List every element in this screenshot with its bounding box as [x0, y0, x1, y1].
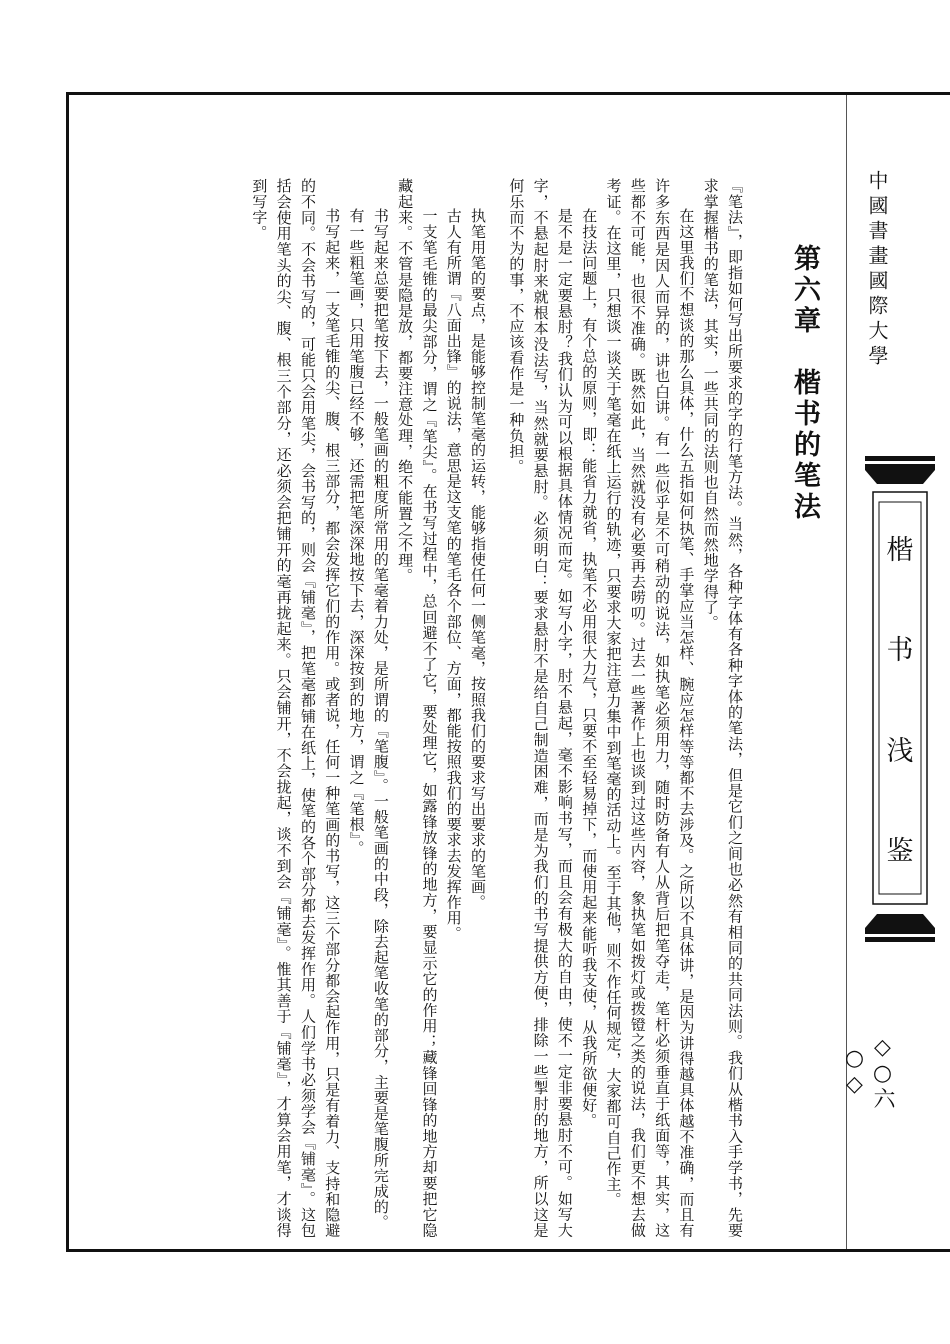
book-title-char: 浅 [886, 735, 914, 767]
paragraph-1: 『笔法』，即指如何写出所要求的字的行笔方法。当然，各种字体有各种字体的笔法，但是它们之间也必然有相同的共同法则。我们从楷书入手学书，先要求掌握楷书的笔法，其实，一些共同的法则也自然而然地学得了。 [701, 178, 744, 1238]
paragraph-9: 有一些粗笔画，只用笔腹已经不够，还需把笔深深地按下去，深深按到的地方，谓之『笔根』。 [347, 208, 366, 856]
university-name: 中國書畫國際大學 [865, 170, 889, 370]
ornament-bottom-icon [865, 912, 935, 942]
book-title-char: 楷 [886, 535, 914, 566]
ornament-top-icon [865, 456, 935, 486]
chapter-body [112, 178, 747, 1238]
paragraph-8: 书写起来总要把笔按下去，一般笔画的粗度所常用的笔毫着力处，是所谓的『笔腹』。一般笔画的中段，除去起笔收笔的部分，主要是笔腹所完成的。 [371, 208, 390, 1231]
chapter-title: 第六章 楷书的笔法 [789, 244, 820, 523]
page-number: ◇○六○◇ [842, 1034, 895, 1110]
paragraph-10: 书写起来，一支笔毛锥的尖、腹、根三部分，都会发挥它们的作用。或者说，任何一种笔画的书写，这三个部分都会起作用，只是有着力、支持和隐避的不同。不会书写的，可能只会用笔尖，会书写的，则会『铺毫』，把笔毫都铺在纸上，使笔的各个部分都去发挥作用。人们学书必须学会『铺毫』。这包括会使用笔头的尖、腹、根三个部分，还必须会把铺开的毫再拢起来。只会铺开，不会拢起，谈不到会『铺毫』。惟其善于『铺毫』，才算会用笔，才谈得到写字。 [250, 178, 342, 1238]
paragraph-6: 古人有所谓『八面出锋』的说法，意思是这支笔的笔毛各个部位、方面，都能按照我们的要求去发挥作用。 [444, 208, 463, 942]
paragraph-3: 在技法问题上，有个总的原则，即：能省力就省，执笔不必用很大力气，只要不至轻易掉下，而使用起来能听我支使，从我所欲便好。 [580, 208, 599, 1129]
paragraph-4: 是不是一定要悬肘？我们认为可以根据具体情况而定。如写小字，肘不悬起，毫不影响书写，而且会有极大的自由，使不一定非要悬肘不可。如写大字，不悬起肘来就根本没法写，当然就要悬肘。必须明白：要求悬肘不是给自己制造困难，而是为我们的书写提供方便，排除一些掣肘的地方，所以这是何乐而不为的事，不应该看作是一种负担。 [507, 178, 574, 1238]
paragraph-2: 在这里我们不想谈的那么具体，什么五指如何执笔、手掌应当怎样、腕应怎样等等都不去涉及。之所以不具体讲，是因为讲得越具体越不准确，而且有许多东西是因人而异的，讲也白讲。有一些似乎是不可稍动的说法，如执笔必须用力，随时防备有人从背后把笔夺走，笔杆必须垂直于纸面等，其实，这些都不可能，也很不准确。既然如此，当然就没有必要再去唠叨。过去一些著作上也谈到过这些内容，象执笔如拨灯或拨镫之类的说法，我们更不想去做考证。在这里，只想谈一谈关于笔毫在纸上运行的轨迹，只要求大家把注意力集中到笔毫的活动上。至于其他，则不作任何规定，大家都可自己作主。 [604, 178, 696, 1238]
paragraph-7: 一支笔毛锥的最尖部分，谓之『笔尖』。在书写过程中，总回避不了它，要处理它，如露锋放锋的地方，要显示它的作用；藏锋回锋的地方却要把它隐藏起来。不管是隐是放，都要注意处理，绝不能置之不理。 [396, 178, 439, 1238]
book-title-char: 书 [886, 635, 914, 667]
paragraph-5: 执笔用笔的要点，是能够控制笔毫的运转，能够指使任何一侧笔毫，按照我们的要求写出要求的笔画。 [469, 208, 488, 910]
book-title-cartouche [869, 488, 931, 908]
book-title-char: 鉴 [886, 835, 914, 867]
